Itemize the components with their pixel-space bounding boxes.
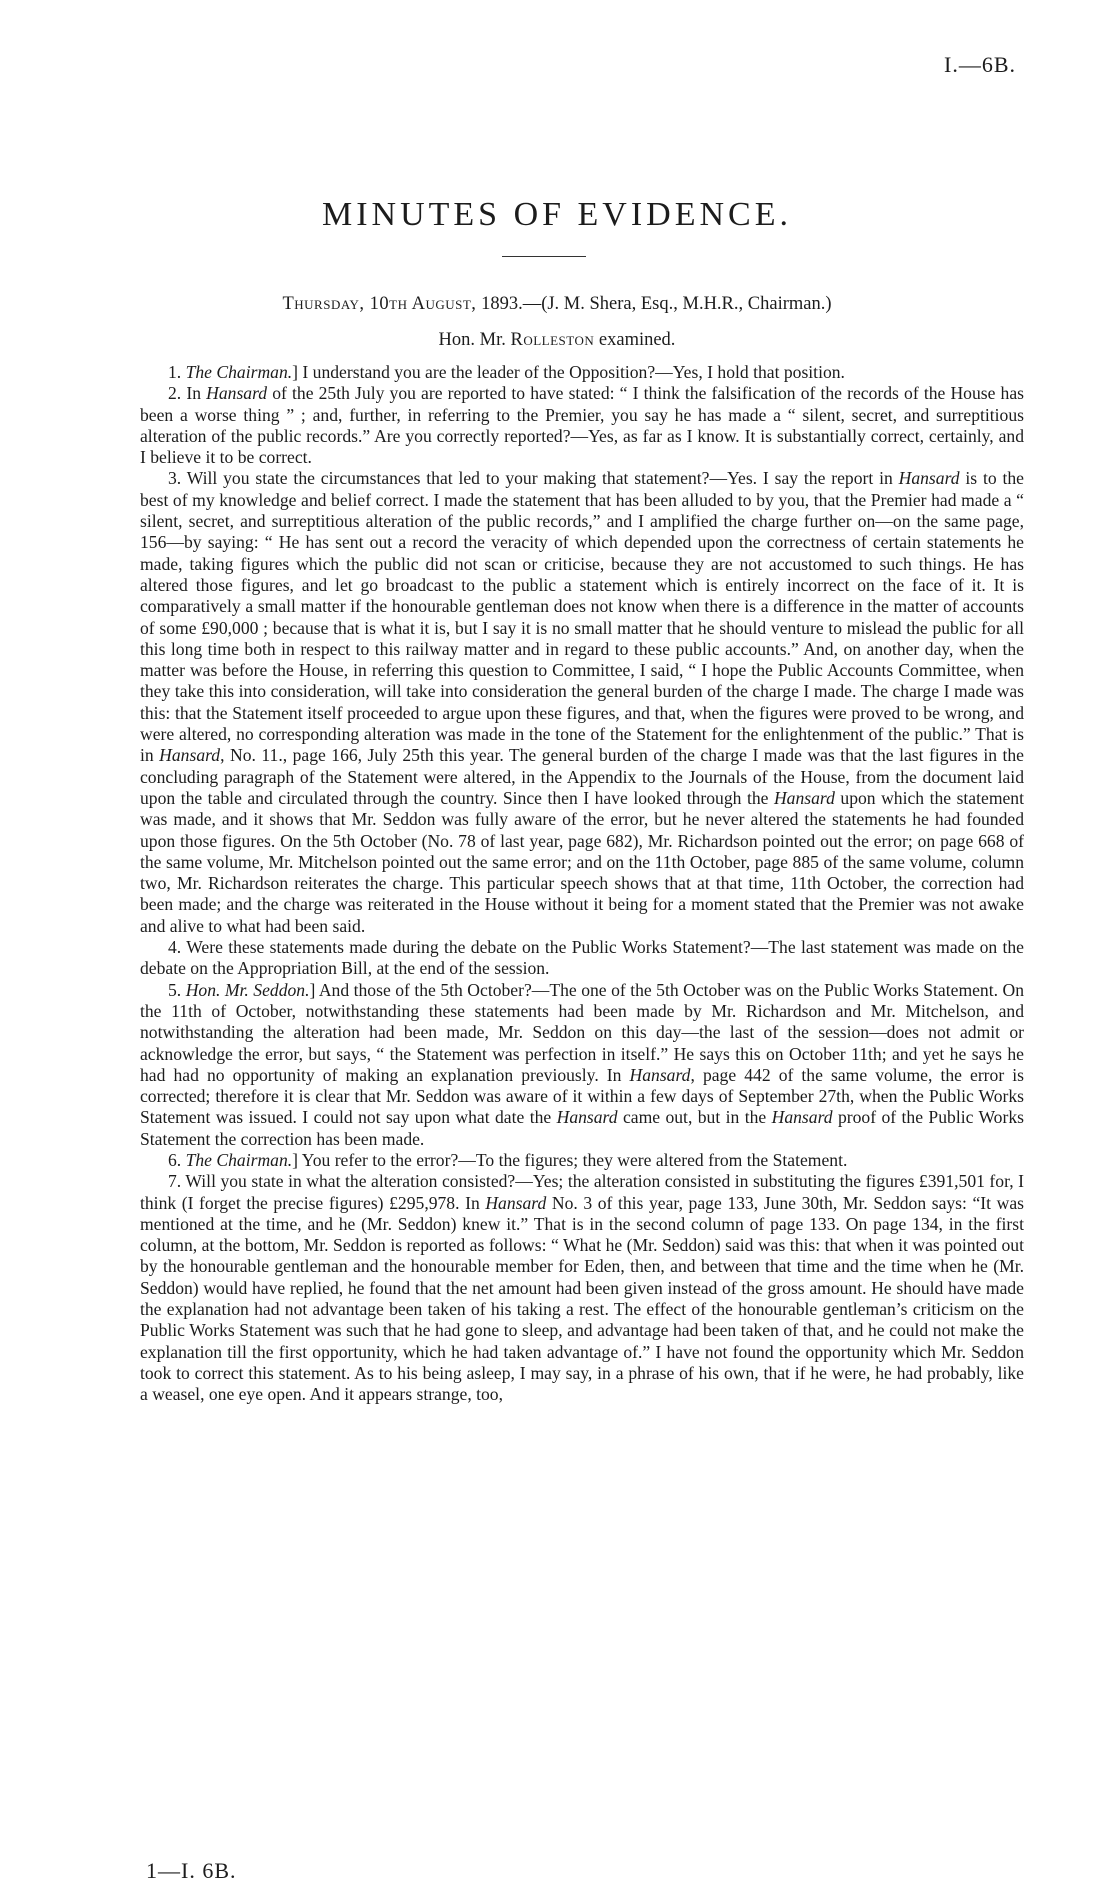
hansard-ref: Hansard bbox=[773, 787, 835, 808]
speaker-label: The Chairman. bbox=[185, 362, 293, 382]
hansard-ref: Hansard bbox=[771, 1107, 833, 1128]
evidence-paragraph-7: 7. Will you state in what the alteration consisted?—Yes; the alteration consisted in substituting the figures £391,501 for, I think (I forget the precise figures) £295,978. In Hansard No. 3 of this year, page 133, June 30th, Mr. Seddon says: “It was mentioned at the time, and he (Mr. Seddon) knew it.” That is in the second column of page 133. On page 134, in the first column, at the bottom, Mr. Seddon is reported as follows: “ What he (Mr. Seddon) said was this: that when it was pointed out by the honourable gentleman and the honourable member for Eden, then, and between that time and the time when he (Mr. Seddon) would have replied, he found that the net amount had been given instead of the gross amount. He should have made the explanation had not advantage been taken of his taking a rest. The effect of the honourable gentleman’s criticism on the Public Works Statement was such that he had gone to sleep, and advantage had been taken of that, and he could not make the explanation till the first opportunity, which he had taken advantage of.” I have not found the opportunity which Mr. Seddon took to correct this statement. As to his being asleep, I may say, in a phrase of his own, that if he were, he had probably, like a weasel, one eye open. And it appears strange, too, bbox=[140, 1171, 1024, 1405]
evidence-paragraph-6: 6. The Chairman.] You refer to the error?—To the figures; they were altered from the Statement. bbox=[168, 1149, 848, 1170]
hansard-ref: Hansard bbox=[898, 468, 960, 489]
hansard-ref: Hansard bbox=[159, 745, 221, 766]
session-day: Thursday, 10th August, bbox=[282, 294, 477, 314]
title-rule bbox=[502, 256, 586, 257]
evidence-paragraph-1: 1. The Chairman.] I understand you are the leader of the Opposition?—Yes, I hold that position. bbox=[168, 362, 845, 382]
evidence-paragraph-4: 4. Were these statements made during the debate on the Public Works Statement?—The last statement was made on the debate on the Appropriation Bill, at the end of the session. bbox=[140, 937, 1024, 979]
speaker-label: The Chairman. bbox=[185, 1149, 293, 1170]
evidence-paragraph-2: 2. In Hansard of the 25th July you are reported to have stated: “ I think the falsification of the records of the House has been a worse thing ” ; and, further, in referring to the Premier, you say he has made a “ silent, secret, and surreptitious alteration of the public records.” Are you correctly reported?—Yes, as far as I know. It is substantially correct, certainly, and I believe it to be correct. bbox=[140, 383, 1024, 468]
hansard-ref: Hansard bbox=[556, 1107, 618, 1128]
witness-line bbox=[0, 330, 1114, 351]
speaker-label: Hon. Mr. Seddon. bbox=[185, 979, 310, 1000]
witness-prefix: Hon. Mr. bbox=[438, 330, 511, 350]
evidence-paragraph-5: 5. Hon. Mr. Seddon.] And those of the 5th October?—The one of the 5th October was on the Public Works Statement. On the 11th of October, notwithstanding these statements had been made by Mr. Richardson and Mr. Mitchelson, and notwithstanding the alteration had been made, Mr. Seddon on this day—the last of the session—does not admit or acknowledge the error, but says, “ the Statement was perfection in itself.” He says this on October 11th; and yet he says he had had no opportunity of making an explanation previously. In Hansard, page 442 of the same volume, the error is corrected; therefore it is clear that Mr. Seddon was aware of it within a few days of September 27th, when the Public Works Statement was issued. I could not say upon what date the Hansard came out, but in the Hansard proof of the Public Works Statement the correction has been made. bbox=[140, 979, 1025, 1149]
hansard-ref: Hansard bbox=[629, 1064, 691, 1085]
witness-suffix: examined. bbox=[594, 330, 676, 350]
document-title: MINUTES OF EVIDENCE. bbox=[321, 196, 793, 233]
footer-signature: 1—I. 6B. bbox=[146, 1858, 237, 1883]
evidence-paragraph-3: 3. Will you state the circumstances that led to your making that statement?—Yes. I say the report in Hansard is to the best of my knowledge and belief correct. I made the statement that has been alluded to by you, that the Premier had made a “ silent, secret, and surreptitious alteration of the public records,” and I amplified the charge further on—on the same page, 156—by saying: “ He has sent out a record the veracity of which depended upon the correctness of certain statements he made, taking figures which the public did not scan or criticise, because they are not accustomed to such things. He has altered those figures, and let go broadcast to the public a statement which is entirely incorrect on the face of it. It is comparatively a small matter if the honourable gentleman does not know when there is a difference in the matter of accounts of some £90,000 ; because that is what it is, but I say it is no small matter that he should venture to mislead the public for all this long time both in respect to this railway matter and in regard to these public accounts.” And, on another day, when the matter was before the House, in referring this question to Committee, I said, “ I hope the Public Accounts Committee, when they take this into consideration, will take into consideration the general burden of the charge I made. The charge I made was this: that the Statement itself proceeded to argue upon these figures, and that, when the figures were proved to be wrong, and were altered, no corresponding alteration was made in the tone of the Statement for the enlightenment of the public.” That is in Hansard, No. 11., page 166, July 25th this year. The general burden of the charge I made was that the last figures in the concluding paragraph of the Statement were altered, in the Appendix to the Journals of the House, from the document laid upon the table and circulated through the country. Since then I have looked through the Hansard upon which the statement was made, and it shows that Mr. Seddon was fully aware of the error, but he never altered the statements he had founded upon those figures. On the 5th October (No. 78 of last year, page 682), Mr. Richardson pointed out the error; on page 668 of the same volume, Mr. Mitchelson pointed out the same error; and on the 11th October, page 885 of the same volume, column two, Mr. Richardson reiterates the charge. This particular speech shows that at that time, 11th October, the correction had been made; and the charge was reiterated in the House without it being for a moment stated that the Premier was not awake and alive to what had been said. bbox=[140, 468, 1024, 936]
session-line bbox=[0, 294, 1114, 315]
page-identifier: I.—6B. bbox=[944, 52, 1016, 77]
evidence-body bbox=[140, 362, 1024, 1406]
hansard-ref: Hansard bbox=[485, 1192, 547, 1213]
hansard-ref: Hansard bbox=[206, 383, 268, 404]
session-details: 1893.—(J. M. Shera, Esq., M.H.R., Chairman.) bbox=[476, 294, 832, 314]
witness-name: Rolleston bbox=[510, 330, 595, 350]
